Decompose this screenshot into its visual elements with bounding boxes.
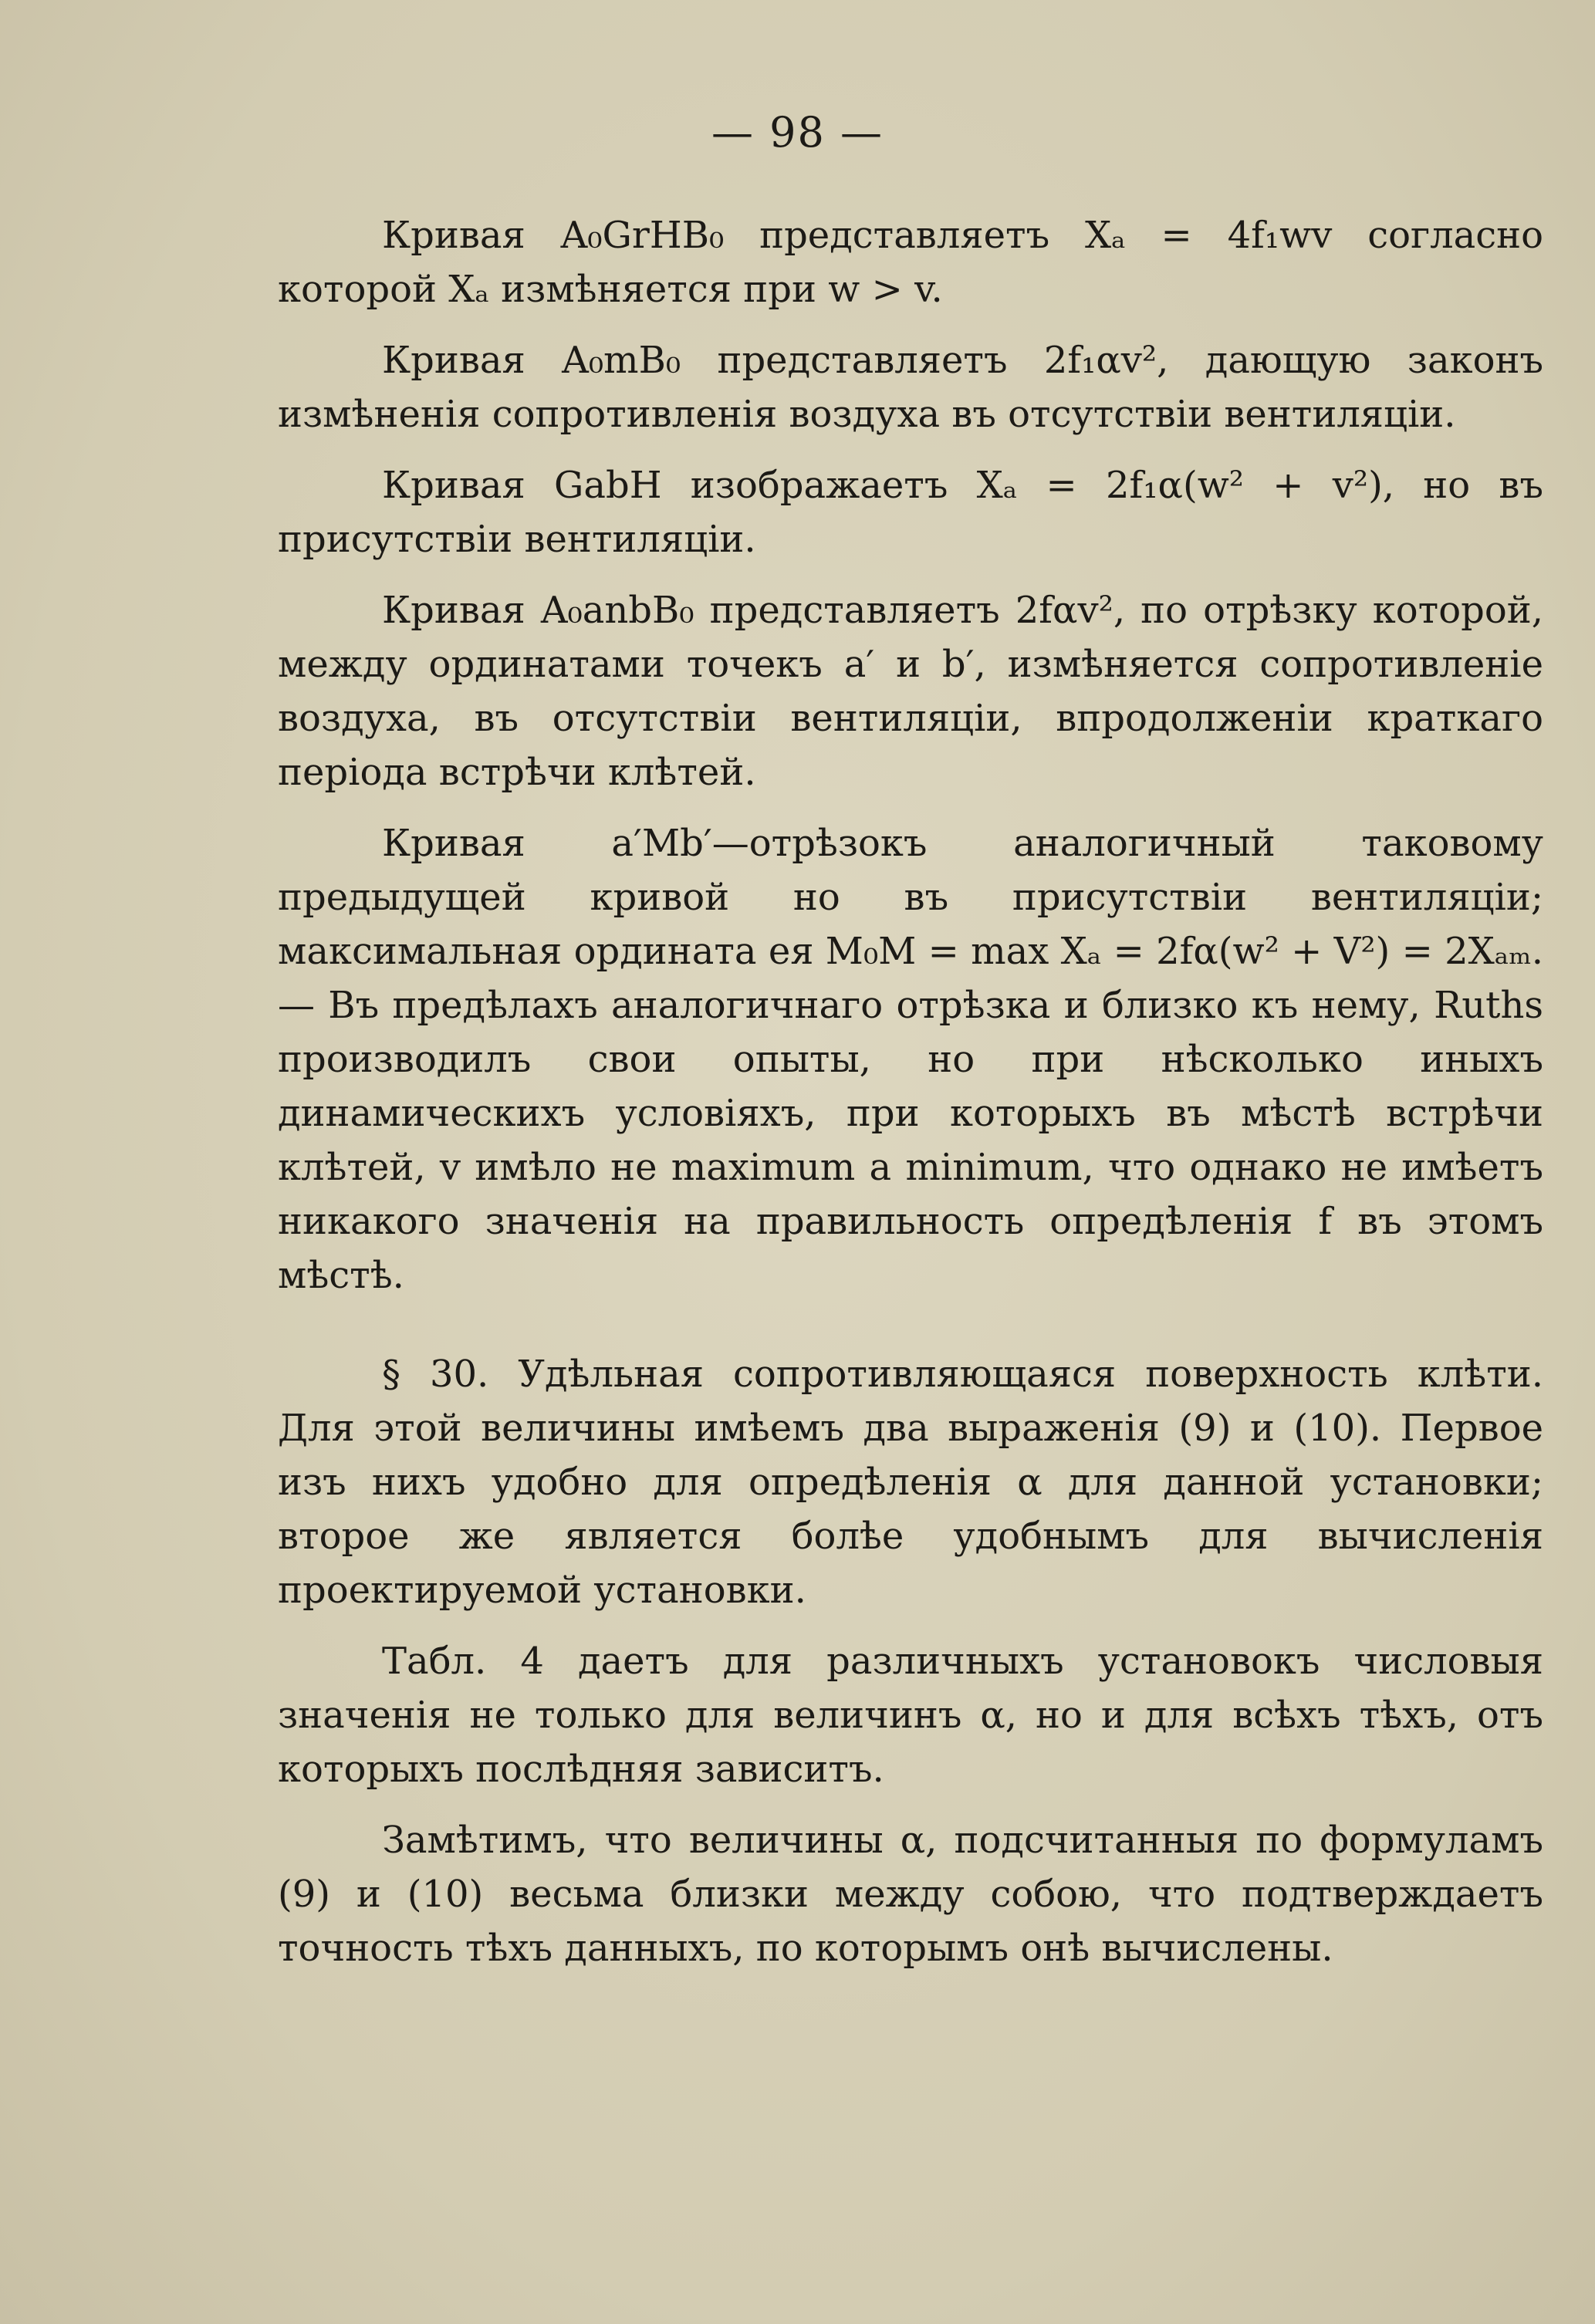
paragraph-4: Кривая A₀anbB₀ представляетъ 2fαv², по отрѣзку которой, между ординатами точекъ a′ и b′, измѣняется сопротивленіе воздуха, въ отсутствіи вентиляціи, впродолженіи краткаго періода встрѣчи клѣтей. bbox=[278, 589, 1543, 794]
paragraph-2: Кривая A₀mB₀ представляетъ 2f₁αv², дающую законъ измѣненія сопротивленія воздуха въ отсутствіи вентиляціи. bbox=[278, 339, 1543, 436]
paragraph-8: Замѣтимъ, что величины α, подсчитанныя по формуламъ (9) и (10) весьма близки между собою, что подтверждаетъ точность тѣхъ данныхъ, по которымъ онѣ вычислены. bbox=[278, 1819, 1543, 1970]
page-number: — 98 — bbox=[711, 108, 884, 157]
section-30-paragraph: § 30. Удѣльная сопротивляющаяся поверхность клѣти. Для этой величины имѣемъ два выраженія (9) и (10). Первое изъ нихъ удобно для опредѣленія α для данной установки; второе же является болѣе удобнымъ для вычисленія проектируемой установки. bbox=[278, 1353, 1543, 1612]
paragraph-1: Кривая A₀GrHB₀ представляетъ Xₐ = 4f₁wv согласно которой Xₐ измѣняется при w > v. bbox=[278, 214, 1543, 311]
paragraph-3: Кривая GabH изображаетъ Xₐ = 2f₁α(w² + v²), но въ присутствіи вентиляціи. bbox=[278, 464, 1543, 561]
paragraph-7: Табл. 4 даетъ для различныхъ установокъ числовыя значенія не только для величинъ α, но и для всѣхъ тѣхъ, отъ которыхъ послѣдняя зависитъ. bbox=[278, 1640, 1543, 1791]
page-body bbox=[278, 208, 1543, 1992]
paragraph-5: Кривая a′Mb′—отрѣзокъ аналогичный таковому предыдущей кривой но въ присутствіи вентиляціи; максимальная ордината ея M₀M = max Xₐ = 2fα(w² + V²) = 2Xₐₘ.— Въ предѣлахъ аналогичнаго отрѣзка и близко къ нему, Ruths производилъ свои опыты, но при нѣсколько иныхъ динамическихъ условіяхъ, при которыхъ въ мѣстѣ встрѣчи клѣтей, v имѣло не maximum a minimum, что однако не имѣетъ никакого значенія на правильность опредѣленія f въ этомъ мѣстѣ. bbox=[278, 822, 1543, 1297]
